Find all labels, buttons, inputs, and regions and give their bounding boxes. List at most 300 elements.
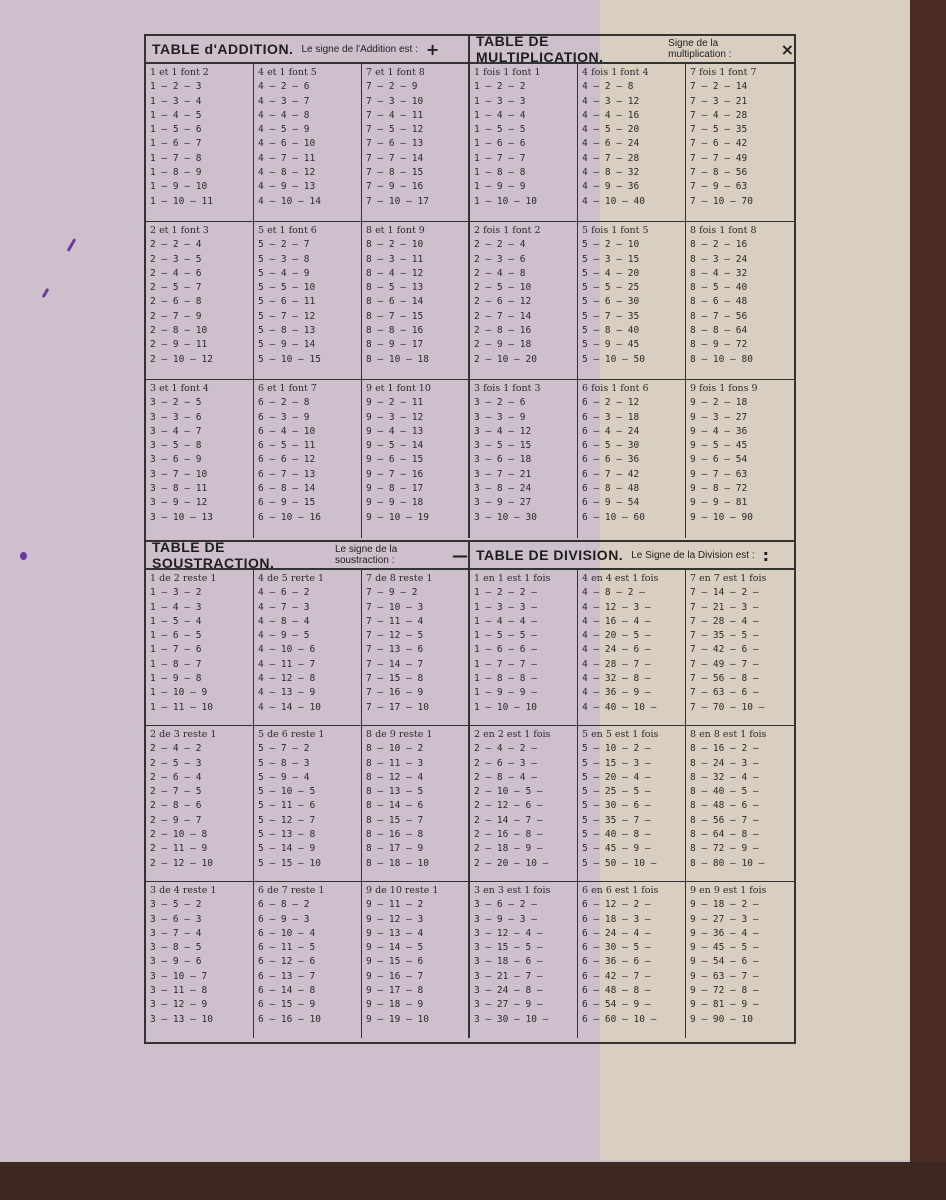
division-row: 9 — 90 — 10 — [690, 1013, 753, 1025]
multiplication-block-head: 1 fois 1 font 1 — [474, 67, 541, 78]
multiplication-row: 4 — 7 — 28 — [582, 152, 640, 164]
subtraction-row: 1 — 4 — 3 — [150, 601, 202, 613]
addition-block-head: 6 et 1 font 7 — [258, 383, 317, 394]
addition-row: 1 — 10 — 11 — [150, 195, 213, 207]
addition-row: 6 — 7 — 13 — [258, 468, 316, 480]
addition-row: 2 — 3 — 5 — [150, 253, 202, 265]
division-row: 1 — 9 — 9 — — [474, 687, 537, 699]
division-row: 4 — 40 — 10 — — [582, 701, 657, 713]
multiplication-row: 6 — 6 — 36 — [582, 454, 640, 466]
addition-row: 3 — 6 — 9 — [150, 454, 202, 466]
addition-row: 7 — 3 — 10 — [366, 95, 424, 107]
division-row: 9 — 72 — 8 — — [690, 985, 759, 997]
addition-block-head: 5 et 1 font 6 — [258, 225, 317, 236]
subtraction-row: 6 — 8 — 2 — [258, 899, 310, 911]
subtraction-row: 6 — 15 — 9 — [258, 999, 316, 1011]
subtraction-row: 8 — 16 — 8 — [366, 829, 424, 841]
subtraction-row: 7 — 17 — 10 — [366, 701, 429, 713]
multiplication-row: 9 — 6 — 54 — [690, 454, 748, 466]
addition-row: 9 — 6 — 15 — [366, 454, 424, 466]
subtraction-row: 4 — 7 — 3 — [258, 601, 310, 613]
bottom-header-bar — [146, 539, 794, 571]
addition-row: 1 — 5 — 6 — [150, 124, 202, 136]
addition-row: 3 — 7 — 10 — [150, 468, 208, 480]
subtraction-row: 5 — 12 — 7 — [258, 814, 316, 826]
multiplication-block — [578, 222, 686, 380]
addition-row: 6 — 9 — 15 — [258, 497, 316, 509]
division-row: 5 — 40 — 8 — — [582, 829, 651, 841]
division-row: 7 — 35 — 5 — — [690, 630, 759, 642]
division-row: 5 — 25 — 5 — — [582, 786, 651, 798]
subtraction-block-head: 6 de 7 reste 1 — [258, 885, 325, 896]
division-row: 3 — 30 — 10 — — [474, 1013, 549, 1025]
addition-block — [146, 380, 254, 538]
multiplication-row: 7 — 10 — 70 — [690, 195, 753, 207]
top-grid — [146, 64, 794, 540]
subtraction-row: 2 — 9 — 7 — [150, 814, 202, 826]
multiplication-block-head: 5 fois 1 font 5 — [582, 225, 649, 236]
division-row: 3 — 18 — 6 — — [474, 956, 543, 968]
subtraction-row: 1 — 8 — 7 — [150, 658, 202, 670]
subtraction-row: 7 — 15 — 8 — [366, 673, 424, 685]
addition-row: 2 — 7 — 9 — [150, 310, 202, 322]
multiplication-row: 3 — 8 — 24 — [474, 483, 532, 495]
subtraction-block — [362, 726, 470, 882]
multiplication-row: 7 — 9 — 63 — [690, 181, 748, 193]
multiplication-row: 7 — 5 — 35 — [690, 124, 748, 136]
addition-row: 2 — 10 — 12 — [150, 353, 213, 365]
division-row: 1 — 6 — 6 — — [474, 644, 537, 656]
subtraction-row: 7 — 11 — 4 — [366, 615, 424, 627]
multiplication-row: 2 — 2 — 4 — [474, 239, 526, 251]
subtraction-row: 1 — 6 — 5 — [150, 630, 202, 642]
addition-row: 9 — 8 — 17 — [366, 483, 424, 495]
addition-title: TABLE d'ADDITION. — [152, 41, 294, 57]
division-row: 7 — 63 — 6 — — [690, 687, 759, 699]
subtraction-row: 9 — 13 — 4 — [366, 927, 424, 939]
addition-row: 8 — 5 — 13 — [366, 282, 424, 294]
subtraction-row: 9 — 17 — 8 — [366, 985, 424, 997]
addition-row: 3 — 4 — 7 — [150, 425, 202, 437]
addition-row: 9 — 3 — 12 — [366, 411, 424, 423]
addition-block-head: 8 et 1 font 9 — [366, 225, 425, 236]
subtraction-row: 9 — 12 — 3 — [366, 913, 424, 925]
addition-subtitle: Le signe de l'Addition est : — [301, 43, 418, 55]
addition-block-head: 4 et 1 font 5 — [258, 67, 317, 78]
multiplication-row: 3 — 6 — 18 — [474, 454, 532, 466]
division-row: 4 — 16 — 4 — — [582, 615, 651, 627]
division-row: 9 — 18 — 2 — — [690, 899, 759, 911]
division-row: 5 — 20 — 4 — — [582, 771, 651, 783]
addition-row: 1 — 4 — 5 — [150, 109, 202, 121]
subtraction-row: 2 — 7 — 5 — [150, 786, 202, 798]
multiplication-row: 3 — 10 — 30 — [474, 511, 537, 523]
multiplication-row: 1 — 10 — 10 — [474, 195, 537, 207]
division-row: 6 — 30 — 5 — — [582, 942, 651, 954]
multiplication-row: 4 — 6 — 24 — [582, 138, 640, 150]
division-row: 8 — 32 — 4 — — [690, 771, 759, 783]
addition-row: 9 — 7 — 16 — [366, 468, 424, 480]
subtraction-row: 2 — 6 — 4 — [150, 771, 202, 783]
division-block — [686, 570, 794, 726]
subtraction-row: 9 — 16 — 7 — [366, 970, 424, 982]
multiplication-row: 8 — 3 — 24 — [690, 253, 748, 265]
multiplication-row: 1 — 5 — 5 — [474, 124, 526, 136]
division-row: 2 — 14 — 7 — — [474, 814, 543, 826]
multiplication-row: 6 — 9 — 54 — [582, 497, 640, 509]
multiplication-block-head: 3 fois 1 font 3 — [474, 383, 541, 394]
division-block — [686, 882, 794, 1038]
division-row: 4 — 8 — 2 — — [582, 587, 645, 599]
addition-row: 3 — 3 — 6 — [150, 411, 202, 423]
multiplication-block — [470, 380, 578, 538]
multiplication-row: 9 — 10 — 90 — [690, 511, 753, 523]
subtraction-row: 3 — 11 — 8 — [150, 985, 208, 997]
subtraction-row: 4 — 8 — 4 — [258, 615, 310, 627]
division-row: 8 — 80 — 10 — — [690, 857, 765, 869]
multiplication-row: 6 — 3 — 18 — [582, 411, 640, 423]
bottom-grid — [146, 570, 794, 1040]
multiplication-row: 9 — 8 — 72 — [690, 483, 748, 495]
subtraction-row: 5 — 14 — 9 — [258, 843, 316, 855]
multiplication-row: 3 — 7 — 21 — [474, 468, 532, 480]
subtraction-block-head: 7 de 8 reste 1 — [366, 573, 433, 584]
multiplication-row: 4 — 5 — 20 — [582, 124, 640, 136]
subtraction-block — [254, 570, 362, 726]
addition-row: 6 — 6 — 12 — [258, 454, 316, 466]
addition-row: 2 — 8 — 10 — [150, 325, 208, 337]
division-row: 3 — 15 — 5 — — [474, 942, 543, 954]
multiplication-row: 5 — 3 — 15 — [582, 253, 640, 265]
division-row: 6 — 42 — 7 — — [582, 970, 651, 982]
division-row: 9 — 63 — 7 — — [690, 970, 759, 982]
division-row: 2 — 12 — 6 — — [474, 800, 543, 812]
addition-row: 6 — 4 — 10 — [258, 425, 316, 437]
multiplication-row: 8 — 4 — 32 — [690, 267, 748, 279]
multiplication-row: 9 — 9 — 81 — [690, 497, 748, 509]
multiplication-title: TABLE DE MULTIPLICATION. — [476, 33, 604, 65]
division-row: 2 — 6 — 3 — — [474, 757, 537, 769]
division-row: 4 — 20 — 5 — — [582, 630, 651, 642]
subtraction-block — [362, 882, 470, 1038]
division-row: 3 — 9 — 3 — — [474, 913, 537, 925]
division-row: 8 — 72 — 9 — — [690, 843, 759, 855]
addition-row: 7 — 10 — 17 — [366, 195, 429, 207]
division-block-head: 9 en 9 est 1 fois — [690, 885, 767, 896]
multiplication-row: 1 — 9 — 9 — [474, 181, 526, 193]
division-row: 4 — 36 — 9 — — [582, 687, 651, 699]
division-row: 8 — 40 — 5 — — [690, 786, 759, 798]
multiplication-row: 6 — 5 — 30 — [582, 440, 640, 452]
addition-row: 2 — 5 — 7 — [150, 282, 202, 294]
subtraction-row: 6 — 12 — 6 — [258, 956, 316, 968]
multiplication-row: 4 — 8 — 32 — [582, 167, 640, 179]
subtraction-row: 4 — 12 — 8 — [258, 673, 316, 685]
subtraction-row: 9 — 18 — 9 — [366, 999, 424, 1011]
subtraction-row: 1 — 10 — 9 — [150, 687, 208, 699]
subtraction-row: 7 — 16 — 9 — [366, 687, 424, 699]
subtraction-row: 8 — 10 — 2 — [366, 743, 424, 755]
addition-row: 6 — 3 — 9 — [258, 411, 310, 423]
multiplication-row: 6 — 2 — 12 — [582, 397, 640, 409]
division-row: 7 — 49 — 7 — — [690, 658, 759, 670]
addition-row: 7 — 2 — 9 — [366, 81, 418, 93]
division-row: 1 — 8 — 8 — — [474, 673, 537, 685]
subtraction-row: 5 — 11 — 6 — [258, 800, 316, 812]
multiplication-row: 5 — 4 — 20 — [582, 267, 640, 279]
subtraction-row: 5 — 7 — 2 — [258, 743, 310, 755]
multiplication-row: 7 — 8 — 56 — [690, 167, 748, 179]
division-row: 1 — 7 — 7 — — [474, 658, 537, 670]
addition-row: 3 — 8 — 11 — [150, 483, 208, 495]
multiplication-row: 8 — 8 — 64 — [690, 325, 748, 337]
division-row: 5 — 45 — 9 — — [582, 843, 651, 855]
division-row: 7 — 21 — 3 — — [690, 601, 759, 613]
subtraction-row: 6 — 14 — 8 — [258, 985, 316, 997]
division-row: 4 — 28 — 7 — — [582, 658, 651, 670]
division-row: 5 — 30 — 6 — — [582, 800, 651, 812]
addition-row: 3 — 5 — 8 — [150, 440, 202, 452]
subtraction-row: 2 — 11 — 9 — [150, 843, 208, 855]
addition-row: 7 — 9 — 16 — [366, 181, 424, 193]
multiplication-row: 4 — 2 — 8 — [582, 81, 634, 93]
addition-row: 7 — 7 — 14 — [366, 152, 424, 164]
subtraction-row: 1 — 5 — 4 — [150, 615, 202, 627]
multiplication-row: 2 — 10 — 20 — [474, 353, 537, 365]
division-block-head: 7 en 7 est 1 fois — [690, 573, 767, 584]
multiplication-row: 6 — 10 — 60 — [582, 511, 645, 523]
subtraction-row: 7 — 9 — 2 — [366, 587, 418, 599]
division-row: 4 — 12 — 3 — — [582, 601, 651, 613]
addition-row: 9 — 9 — 18 — [366, 497, 424, 509]
division-row: 6 — 18 — 3 — — [582, 913, 651, 925]
addition-row: 2 — 9 — 11 — [150, 339, 208, 351]
addition-row: 8 — 7 — 15 — [366, 310, 424, 322]
addition-row: 8 — 4 — 12 — [366, 267, 424, 279]
background-edge — [0, 1162, 946, 1200]
multiplication-row: 2 — 5 — 10 — [474, 282, 532, 294]
subtraction-row: 3 — 12 — 9 — [150, 999, 208, 1011]
multiplication-row: 8 — 9 — 72 — [690, 339, 748, 351]
subtraction-row: 4 — 13 — 9 — [258, 687, 316, 699]
division-row: 7 — 28 — 4 — — [690, 615, 759, 627]
division-row: 2 — 20 — 10 — — [474, 857, 549, 869]
addition-block-head: 2 et 1 font 3 — [150, 225, 209, 236]
addition-row: 4 — 7 — 11 — [258, 152, 316, 164]
subtraction-row: 8 — 15 — 7 — [366, 814, 424, 826]
plus-sign-icon: + — [425, 39, 440, 59]
subtraction-row: 3 — 13 — 10 — [150, 1013, 213, 1025]
ink-dot — [20, 552, 27, 560]
multiplication-block-head: 7 fois 1 font 7 — [690, 67, 757, 78]
subtraction-row: 8 — 13 — 5 — [366, 786, 424, 798]
subtraction-block-head: 9 de 10 reste 1 — [366, 885, 439, 896]
addition-row: 1 — 7 — 8 — [150, 152, 202, 164]
division-row: 5 — 50 — 10 — — [582, 857, 657, 869]
division-row: 2 — 4 — 2 — — [474, 743, 537, 755]
subtraction-block-head: 8 de 9 reste 1 — [366, 729, 433, 740]
addition-row: 6 — 5 — 11 — [258, 440, 316, 452]
arithmetic-tables-sheet — [144, 34, 796, 1044]
subtraction-row: 3 — 9 — 6 — [150, 956, 202, 968]
multiplication-row: 7 — 7 — 49 — [690, 152, 748, 164]
subtraction-row: 9 — 15 — 6 — [366, 956, 424, 968]
top-tables — [146, 33, 794, 540]
multiplication-row: 5 — 8 — 40 — [582, 325, 640, 337]
multiplication-block-head: 4 fois 1 font 4 — [582, 67, 649, 78]
multiplication-row: 2 — 7 — 14 — [474, 310, 532, 322]
addition-row: 4 — 6 — 10 — [258, 138, 316, 150]
subtraction-header — [146, 539, 470, 571]
division-row: 2 — 10 — 5 — — [474, 786, 543, 798]
division-block-head: 2 en 2 est 1 fois — [474, 729, 551, 740]
division-row: 9 — 54 — 6 — — [690, 956, 759, 968]
addition-row: 8 — 2 — 10 — [366, 239, 424, 251]
addition-row: 1 — 8 — 9 — [150, 167, 202, 179]
addition-block-head: 1 et 1 font 2 — [150, 67, 209, 78]
addition-row: 5 — 2 — 7 — [258, 239, 310, 251]
addition-row: 8 — 3 — 11 — [366, 253, 424, 265]
addition-block — [254, 380, 362, 538]
multiplication-row: 3 — 9 — 27 — [474, 497, 532, 509]
multiplication-row: 6 — 4 — 24 — [582, 425, 640, 437]
multiplication-block — [686, 380, 794, 538]
subtraction-row: 6 — 9 — 3 — [258, 913, 310, 925]
division-row: 8 — 16 — 2 — — [690, 743, 759, 755]
subtraction-block-head: 1 de 2 reste 1 — [150, 573, 217, 584]
multiplication-row: 6 — 8 — 48 — [582, 483, 640, 495]
division-row: 1 — 2 — 2 — — [474, 587, 537, 599]
addition-row: 1 — 6 — 7 — [150, 138, 202, 150]
division-row: 3 — 6 — 2 — — [474, 899, 537, 911]
subtraction-row: 4 — 14 — 10 — [258, 701, 321, 713]
division-row: 6 — 24 — 4 — — [582, 927, 651, 939]
addition-row: 8 — 9 — 17 — [366, 339, 424, 351]
subtraction-subtitle: Le signe de la soustraction : — [334, 544, 398, 566]
subtraction-row: 3 — 8 — 5 — [150, 942, 202, 954]
multiplication-row: 2 — 8 — 16 — [474, 325, 532, 337]
addition-row: 7 — 5 — 12 — [366, 124, 424, 136]
multiplication-row: 3 — 3 — 9 — [474, 411, 526, 423]
division-row: 6 — 36 — 6 — — [582, 956, 651, 968]
addition-row: 4 — 9 — 13 — [258, 181, 316, 193]
subtraction-row: 8 — 12 — 4 — [366, 771, 424, 783]
addition-block — [254, 64, 362, 222]
subtraction-row: 4 — 10 — 6 — [258, 644, 316, 656]
multiplication-row: 8 — 2 — 16 — [690, 239, 748, 251]
addition-row: 1 — 9 — 10 — [150, 181, 208, 193]
subtraction-block — [146, 882, 254, 1038]
subtraction-row: 3 — 5 — 2 — [150, 899, 202, 911]
subtraction-title: TABLE DE SOUSTRACTION. — [152, 539, 275, 571]
subtraction-row: 2 — 10 — 8 — [150, 829, 208, 841]
multiplication-row: 9 — 2 — 18 — [690, 397, 748, 409]
addition-block-head: 9 et 1 font 10 — [366, 383, 431, 394]
addition-row: 5 — 6 — 11 — [258, 296, 316, 308]
subtraction-row: 1 — 3 — 2 — [150, 587, 202, 599]
division-row: 1 — 5 — 5 — — [474, 630, 537, 642]
division-row: 7 — 56 — 8 — — [690, 673, 759, 685]
multiplication-row: 7 — 6 — 42 — [690, 138, 748, 150]
division-block — [470, 570, 578, 726]
addition-row: 7 — 8 — 15 — [366, 167, 424, 179]
subtraction-row: 4 — 11 — 7 — [258, 658, 316, 670]
subtraction-row: 8 — 11 — 3 — [366, 757, 424, 769]
bottom-tables — [146, 540, 794, 1042]
multiplication-row: 9 — 3 — 27 — [690, 411, 748, 423]
subtraction-row: 8 — 14 — 6 — [366, 800, 424, 812]
addition-row: 5 — 8 — 13 — [258, 325, 316, 337]
subtraction-block-head: 3 de 4 reste 1 — [150, 885, 217, 896]
minus-sign-icon: — — [452, 545, 468, 565]
addition-row: 8 — 8 — 16 — [366, 325, 424, 337]
division-block-head: 4 en 4 est 1 fois — [582, 573, 659, 584]
multiplication-row: 5 — 10 — 50 — [582, 353, 645, 365]
division-row: 6 — 54 — 9 — — [582, 999, 651, 1011]
subtraction-row: 3 — 6 — 3 — [150, 913, 202, 925]
subtraction-row: 6 — 16 — 10 — [258, 1013, 321, 1025]
multiplication-row: 4 — 9 — 36 — [582, 181, 640, 193]
division-title: TABLE DE DIVISION. — [476, 547, 624, 563]
multiplication-row: 7 — 4 — 28 — [690, 109, 748, 121]
subtraction-row: 7 — 14 — 7 — [366, 658, 424, 670]
multiplication-row: 6 — 7 — 42 — [582, 468, 640, 480]
addition-row: 3 — 10 — 13 — [150, 511, 213, 523]
subtraction-block — [146, 726, 254, 882]
subtraction-block-head: 4 de 5 rerte 1 — [258, 573, 325, 584]
multiplication-row: 4 — 10 — 40 — [582, 195, 645, 207]
subtraction-block — [362, 570, 470, 726]
addition-row: 6 — 10 — 16 — [258, 511, 321, 523]
multiplication-row: 7 — 3 — 21 — [690, 95, 748, 107]
addition-row: 6 — 2 — 8 — [258, 397, 310, 409]
division-row: 7 — 70 — 10 — — [690, 701, 765, 713]
subtraction-row: 4 — 9 — 5 — [258, 630, 310, 642]
division-block — [470, 882, 578, 1038]
multiplication-row: 7 — 2 — 14 — [690, 81, 748, 93]
division-row: 8 — 24 — 3 — — [690, 757, 759, 769]
subtraction-row: 2 — 12 — 10 — [150, 857, 213, 869]
multiplication-row: 8 — 5 — 40 — [690, 282, 748, 294]
addition-row: 7 — 6 — 13 — [366, 138, 424, 150]
division-row: 1 — 4 — 4 — — [474, 615, 537, 627]
addition-row: 5 — 5 — 10 — [258, 282, 316, 294]
division-row: 9 — 27 — 3 — — [690, 913, 759, 925]
division-row: 5 — 35 — 7 — — [582, 814, 651, 826]
times-sign-icon: × — [780, 39, 794, 59]
subtraction-row: 7 — 13 — 6 — [366, 644, 424, 656]
division-block — [470, 726, 578, 882]
division-row: 9 — 36 — 4 — — [690, 927, 759, 939]
division-row: 9 — 45 — 5 — — [690, 942, 759, 954]
addition-row: 2 — 4 — 6 — [150, 267, 202, 279]
subtraction-row: 5 — 9 — 4 — [258, 771, 310, 783]
division-block-head: 5 en 5 est 1 fois — [582, 729, 659, 740]
multiplication-row: 2 — 9 — 18 — [474, 339, 532, 351]
multiplication-row: 8 — 7 — 56 — [690, 310, 748, 322]
multiplication-block — [686, 222, 794, 380]
addition-row: 4 — 8 — 12 — [258, 167, 316, 179]
division-row: 5 — 10 — 2 — — [582, 743, 651, 755]
subtraction-block-head: 5 de 6 reste 1 — [258, 729, 325, 740]
subtraction-row: 2 — 4 — 2 — [150, 743, 202, 755]
multiplication-row: 4 — 3 — 12 — [582, 95, 640, 107]
division-block-head: 3 en 3 est 1 fois — [474, 885, 551, 896]
division-row: 6 — 48 — 8 — — [582, 985, 651, 997]
division-subtitle: Le Signe de la Division est : — [631, 549, 755, 561]
addition-block-head: 3 et 1 font 4 — [150, 383, 209, 394]
division-row: 4 — 32 — 8 — — [582, 673, 651, 685]
